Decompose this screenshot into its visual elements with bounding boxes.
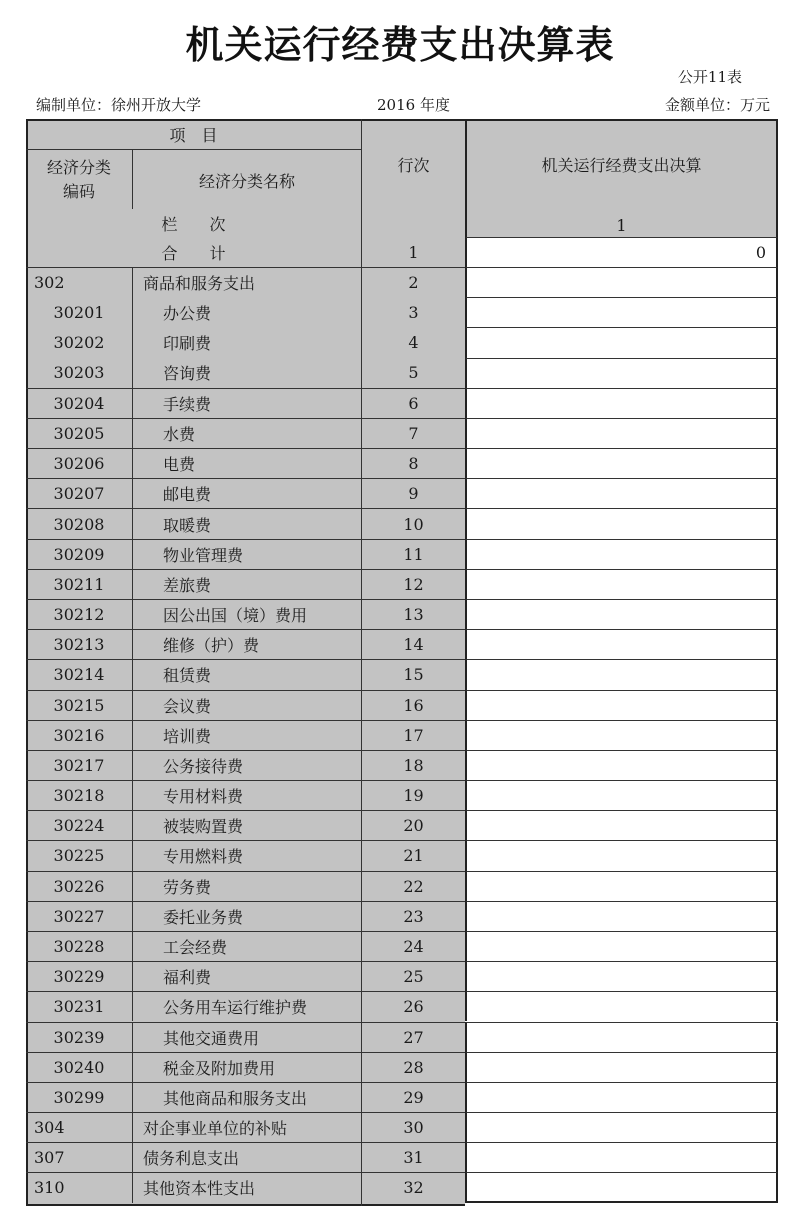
row-number: 26 xyxy=(362,991,465,1021)
row-number: 21 xyxy=(362,840,465,870)
row-name: 因公出国（境）费用 xyxy=(133,599,361,629)
row-amount[interactable] xyxy=(465,267,778,297)
row-amount[interactable] xyxy=(465,961,778,991)
row-number: 27 xyxy=(362,1022,465,1052)
row-number: 17 xyxy=(362,720,465,750)
row-name: 工会经费 xyxy=(133,931,361,961)
row-number: 8 xyxy=(362,448,465,478)
row-code: 30213 xyxy=(26,629,132,659)
row-number: 22 xyxy=(362,871,465,901)
row-number: 13 xyxy=(362,599,465,629)
row-name: 印刷费 xyxy=(163,333,212,353)
row-amount[interactable] xyxy=(465,508,778,538)
row-code: 30217 xyxy=(26,750,132,780)
row-name: 物业管理费 xyxy=(133,539,361,569)
row-code: 304 xyxy=(26,1112,132,1142)
row-amount[interactable] xyxy=(465,599,778,629)
row-name: 专用燃料费 xyxy=(133,840,361,870)
row-number: 3 xyxy=(408,302,419,322)
header-row-no: 行次 xyxy=(397,155,430,175)
row-name: 公务接待费 xyxy=(133,750,361,780)
row-name: 差旅费 xyxy=(133,569,361,599)
row-name: 福利费 xyxy=(133,961,361,991)
row-number: 10 xyxy=(362,508,465,538)
row-amount[interactable] xyxy=(465,720,778,750)
row-amount[interactable] xyxy=(465,810,778,840)
row-code: 30203 xyxy=(53,363,105,383)
row-code: 30202 xyxy=(53,332,105,352)
row-amount[interactable] xyxy=(465,871,778,901)
row-amount[interactable] xyxy=(465,448,778,478)
row-name: 公务用车运行维护费 xyxy=(133,991,361,1021)
row-number: 23 xyxy=(362,901,465,931)
expense-table xyxy=(26,119,778,1206)
row-number: 18 xyxy=(362,750,465,780)
row-amount[interactable] xyxy=(465,1052,778,1082)
row-name: 租赁费 xyxy=(133,659,361,689)
row-name: 其他资本性支出 xyxy=(133,1172,361,1202)
header-name: 经济分类名称 xyxy=(198,171,295,191)
row-name: 对企事业单位的补贴 xyxy=(133,1112,361,1142)
row-number: 16 xyxy=(362,690,465,720)
header-amount-title: 机关运行经费支出决算 xyxy=(541,156,702,175)
header-amount xyxy=(465,119,778,237)
row-name: 委托业务费 xyxy=(133,901,361,931)
header-code xyxy=(26,151,132,209)
row-amount[interactable] xyxy=(465,901,778,931)
row-number: 7 xyxy=(362,418,465,448)
row-code: 30228 xyxy=(26,931,132,961)
row-number: 4 xyxy=(408,332,419,352)
row-amount[interactable] xyxy=(465,690,778,720)
row-code: 30209 xyxy=(26,539,132,569)
row-name: 被装购置费 xyxy=(133,810,361,840)
row-name: 其他商品和服务支出 xyxy=(133,1082,361,1112)
row-number: 32 xyxy=(362,1172,465,1202)
row-code: 30299 xyxy=(26,1082,132,1112)
fiscal-year: 2016 年度 xyxy=(377,96,450,114)
row-name: 手续费 xyxy=(133,388,361,418)
row-name: 邮电费 xyxy=(133,478,361,508)
row-name: 其他交通费用 xyxy=(133,1022,361,1052)
row-number: 20 xyxy=(362,810,465,840)
row-name: 电费 xyxy=(133,448,361,478)
row-amount[interactable] xyxy=(465,569,778,599)
row-amount[interactable] xyxy=(465,297,778,327)
row-code: 30201 xyxy=(53,302,105,322)
row-number: 31 xyxy=(362,1142,465,1172)
row-number: 28 xyxy=(362,1052,465,1082)
row-code: 307 xyxy=(26,1142,132,1172)
row-name: 取暖费 xyxy=(133,508,361,538)
row-name: 会议费 xyxy=(133,690,361,720)
row-name: 培训费 xyxy=(133,720,361,750)
row-code: 30208 xyxy=(26,508,132,538)
row-amount[interactable] xyxy=(465,1172,778,1202)
row-amount[interactable] xyxy=(465,991,778,1021)
row-number: 12 xyxy=(362,569,465,599)
row-name: 办公费 xyxy=(163,303,212,323)
row-number: 11 xyxy=(362,539,465,569)
row-code: 30212 xyxy=(26,599,132,629)
row-code: 30216 xyxy=(26,720,132,750)
row-code: 30229 xyxy=(26,961,132,991)
row-amount[interactable] xyxy=(465,840,778,870)
row-code: 310 xyxy=(26,1172,132,1202)
row-code: 30211 xyxy=(26,569,132,599)
row-amount[interactable] xyxy=(465,750,778,780)
row-name: 咨询费 xyxy=(163,364,212,384)
row-code: 30225 xyxy=(26,840,132,870)
row-code: 30205 xyxy=(26,418,132,448)
row-code: 30207 xyxy=(26,478,132,508)
row-code: 302 xyxy=(26,267,132,297)
row-name: 债务利息支出 xyxy=(133,1142,361,1172)
row-amount[interactable] xyxy=(465,931,778,961)
header-column-label: 栏 次 xyxy=(161,214,226,234)
row-code: 30231 xyxy=(26,991,132,1021)
row-code: 30214 xyxy=(26,659,132,689)
row-amount[interactable] xyxy=(465,1142,778,1172)
row-amount[interactable] xyxy=(465,539,778,569)
row-number: 15 xyxy=(362,659,465,689)
row-name: 税金及附加费用 xyxy=(133,1052,361,1082)
row-name: 劳务费 xyxy=(133,871,361,901)
header-item: 项 目 xyxy=(169,125,218,145)
row-code: 30218 xyxy=(26,780,132,810)
row-number: 9 xyxy=(362,478,465,508)
row-code: 30215 xyxy=(26,690,132,720)
row-code: 30224 xyxy=(26,810,132,840)
row-amount[interactable] xyxy=(465,629,778,659)
header-amount-col-no: 1 xyxy=(616,216,627,235)
row-code: 30206 xyxy=(26,448,132,478)
row-name: 水费 xyxy=(133,418,361,448)
compiling-unit: 编制单位：徐州开放大学 xyxy=(36,96,202,114)
row-number: 25 xyxy=(362,961,465,991)
row-amount[interactable] xyxy=(465,478,778,508)
row-number: 29 xyxy=(362,1082,465,1112)
row-number: 19 xyxy=(362,780,465,810)
header-code-line2: 编码 xyxy=(62,182,95,201)
row-name: 专用材料费 xyxy=(133,780,361,810)
row-number: 14 xyxy=(362,629,465,659)
row-code: 30227 xyxy=(26,901,132,931)
document-title: 机关运行经费支出决算表 xyxy=(185,23,615,67)
row-amount[interactable] xyxy=(465,1112,778,1142)
row-number: 24 xyxy=(362,931,465,961)
row-number: 2 xyxy=(362,267,465,297)
row-code: 30240 xyxy=(26,1052,132,1082)
form-number: 公开11表 xyxy=(677,68,742,86)
row-amount[interactable] xyxy=(465,1022,778,1052)
money-unit: 金额单位：万元 xyxy=(664,96,770,114)
row-amount[interactable] xyxy=(465,418,778,448)
row-code: 30239 xyxy=(26,1022,132,1052)
row-amount[interactable] xyxy=(465,1082,778,1112)
header-code-line1: 经济分类 xyxy=(46,158,111,177)
row-amount[interactable] xyxy=(465,780,778,810)
divider xyxy=(26,149,361,150)
row-code: 30204 xyxy=(26,388,132,418)
row-number: 5 xyxy=(408,363,419,383)
total-amount[interactable]: 0 xyxy=(465,237,778,267)
row-name: 维修（护）费 xyxy=(133,629,361,659)
row-amount[interactable] xyxy=(465,388,778,418)
row-amount[interactable] xyxy=(465,327,778,357)
total-row-no: 1 xyxy=(408,242,419,262)
total-label: 合 计 xyxy=(161,243,226,263)
row-amount[interactable] xyxy=(465,659,778,689)
row-number: 30 xyxy=(362,1112,465,1142)
row-name: 商品和服务支出 xyxy=(133,267,361,297)
row-code: 30226 xyxy=(26,871,132,901)
row-amount[interactable] xyxy=(465,358,778,388)
row-number: 6 xyxy=(362,388,465,418)
